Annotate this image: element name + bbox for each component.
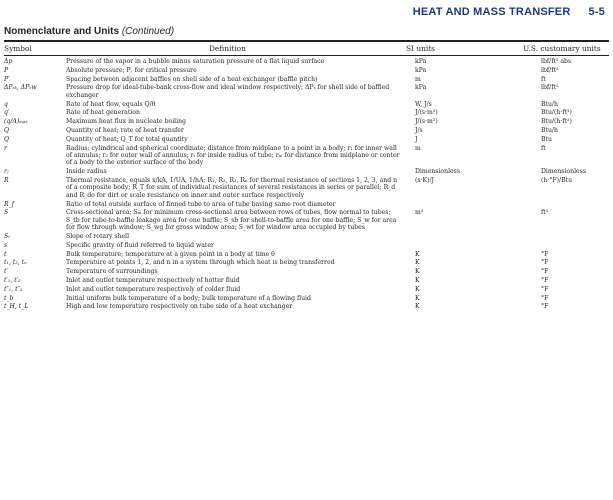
row-us-unit: °F <box>541 285 549 293</box>
row-symbol: q <box>4 100 8 108</box>
row-us-unit: °F <box>541 303 549 311</box>
row-si-unit <box>409 233 541 242</box>
page-number: 5-5 <box>588 6 605 18</box>
row-definition: Pressure drop for ideal-tube-bank cross-flow and ideal window respectively; ΔPₛ for shell side of baffled exchanger <box>66 84 390 99</box>
header-bottom-rule <box>4 55 609 56</box>
row-si-unit: K <box>415 294 420 302</box>
row-definition: Quantity of heat; Q_T for total quantity <box>66 135 188 143</box>
row-definition: Specific gravity of fluid referred to liquid water <box>66 241 214 249</box>
table-row <box>4 127 613 136</box>
row-definition: Rate of heat generation <box>66 109 140 117</box>
row-us-unit: Btu <box>541 135 552 143</box>
row-symbol: r <box>4 144 7 152</box>
row-symbol: ΔPₛₖ, ΔPₛw <box>4 84 37 92</box>
row-symbol: t′ <box>4 268 8 276</box>
table-top-rule <box>4 40 609 42</box>
row-definition: Slope of rotary shell <box>66 233 130 240</box>
row-symbol: t_b <box>4 294 14 302</box>
row-us-unit: ft <box>541 75 546 83</box>
row-symbol: t₁, t₂, tₙ <box>4 259 27 267</box>
row-definition: Inside radius <box>66 168 107 176</box>
row-si-unit: m² <box>415 209 424 217</box>
row-definition: Inlet and outlet temperature respectively of hotter fluid <box>66 276 240 284</box>
row-symbol: s <box>4 241 8 249</box>
table-row <box>4 268 613 277</box>
row-si-unit: Dimensionless <box>415 168 460 176</box>
row-symbol: R_f <box>4 200 14 208</box>
table-row <box>4 118 613 127</box>
row-us-unit <box>541 233 613 242</box>
row-definition: Radius; cylindrical and spherical coordinate; distance from midplane to a point in a body; r₁ for inner wall of annulus; r₂ for outer wall of annulus; rᵢ for inside radius of tube; rₘ for distance from midplane or center of a body to the exterior surface of the body <box>66 144 400 167</box>
row-si-unit: kPa <box>415 58 427 65</box>
table-row <box>4 286 613 295</box>
section-title-text: Nomenclature and Units <box>4 26 120 37</box>
row-definition: Bulk temperature; temperature at a given point in a body at time θ <box>66 250 275 258</box>
row-si-unit <box>409 242 541 251</box>
row-definition: High and low temperature respectively on tube side of a heat exchanger <box>66 303 293 311</box>
row-us-unit: °F <box>541 276 549 284</box>
row-definition: Cross-sectional area; Sₘ for minimum cross-sectional area between rows of tubes, flow normal to tubes; S_tb for tube-to-baffle leakage area for one baffle; S_sb for shell-to-baffle area for one baffle; S_w for area for flow through window; S_wg for gross window area; S_wt for window area occupied by tubes <box>66 209 397 232</box>
row-symbol: t_H, t_L <box>4 303 29 311</box>
table-row <box>4 201 613 210</box>
row-symbol: Q <box>4 126 10 134</box>
col-definition: Definition <box>209 44 246 53</box>
table-row <box>4 251 613 260</box>
row-si-unit: J/(s·m²) <box>415 118 438 126</box>
row-us-unit: (h·°F)/Btu <box>541 176 573 184</box>
nomenclature-body <box>4 58 613 312</box>
table-row <box>4 259 613 268</box>
section-title <box>4 26 174 37</box>
row-us-unit <box>541 242 613 251</box>
row-si-unit: K <box>415 259 420 267</box>
table-row <box>4 109 613 118</box>
row-us-unit: °F <box>541 268 549 276</box>
row-si-unit: kPa <box>415 66 427 74</box>
row-si-unit: m <box>415 75 421 83</box>
table-row <box>4 303 613 312</box>
row-symbol: t <box>4 250 7 258</box>
row-definition: Rate of heat flow, equals Q/θ <box>66 100 156 108</box>
row-si-unit: J/(s·m³) <box>415 109 438 117</box>
row-symbol: Q <box>4 135 10 143</box>
row-symbol: q′ <box>4 109 10 117</box>
row-si-unit: J/s <box>415 126 423 134</box>
row-definition: Absolute pressure; P꜀ for critical pressure <box>66 66 197 74</box>
row-symbol: Δp <box>4 58 13 65</box>
table-row <box>4 101 613 110</box>
row-us-unit: lbf/ft² abs <box>541 58 572 65</box>
table-row <box>4 136 613 145</box>
table-row <box>4 84 613 100</box>
row-us-unit: °F <box>541 294 549 302</box>
row-us-unit: ft² <box>541 209 549 217</box>
row-definition: Quantity of heat; rate of heat transfer <box>66 126 184 134</box>
row-us-unit: ft <box>541 144 546 152</box>
row-si-unit: K <box>415 285 420 293</box>
row-si-unit: kPa <box>415 84 427 92</box>
table-row <box>4 76 613 85</box>
row-symbol: S <box>4 209 9 217</box>
col-si-units: SI units <box>406 44 435 53</box>
row-symbol: t′₁, t′₂ <box>4 276 21 284</box>
section-continued: (Continued) <box>121 26 175 37</box>
row-si-unit: K <box>415 303 420 311</box>
col-us-units: U.S. customary units <box>523 44 601 53</box>
row-si-unit: (s·K)/J <box>415 176 435 184</box>
table-row <box>4 295 613 304</box>
row-us-unit: °F <box>541 250 549 258</box>
row-si-unit: J <box>415 135 418 143</box>
row-si-unit: W, J/s <box>415 100 432 108</box>
table-row <box>4 145 613 169</box>
row-symbol: R <box>4 176 9 184</box>
row-si-unit: K <box>415 250 420 258</box>
table-row <box>4 177 613 201</box>
table-row <box>4 58 613 67</box>
table-row <box>4 233 613 242</box>
row-definition: Spacing between adjacent baffles on shell side of a heat exchanger (baffle pitch) <box>66 75 318 83</box>
row-definition: Inlet and outlet temperature respectively of colder fluid <box>66 285 241 293</box>
row-definition: Maximum heat flux in nucleate boiling <box>66 118 187 126</box>
row-symbol: t″₁, t″₂ <box>4 285 23 293</box>
row-definition: Temperature of surroundings <box>66 268 158 276</box>
row-us-unit: °F <box>541 259 549 267</box>
row-definition: Temperature at points 1, 2, and n in a system through which heat is being transferred <box>66 259 335 267</box>
table-row <box>4 209 613 233</box>
table-row <box>4 168 613 177</box>
row-symbol: (q/A)ₘₐₓ <box>4 118 28 126</box>
row-us-unit <box>541 201 613 210</box>
table-row <box>4 242 613 251</box>
row-si-unit: K <box>415 276 420 284</box>
running-title: HEAT AND MASS TRANSFER <box>412 6 571 18</box>
row-si-unit: K <box>415 268 420 276</box>
row-si-unit <box>409 201 541 210</box>
row-us-unit: Btu/(h·ft²) <box>541 118 572 126</box>
row-symbol: P <box>4 66 9 74</box>
table-row <box>4 277 613 286</box>
nomenclature-table <box>4 58 613 312</box>
row-us-unit: lbf/ft² <box>541 84 559 92</box>
row-definition: Thermal resistance, equals x/kA, 1/UA, 1/hA; R₁, R₂, R₃, Rₙ for thermal resistance of sections 1, 2, 3, and n of a composite body; R_T for sum of individual resistances of several resistances in series or parallel; R_d and R_do for dirt or scale resistance on inner and outer surface respectively <box>66 176 398 199</box>
row-us-unit: Dimensionless <box>541 168 586 176</box>
row-us-unit: Btu/h <box>541 100 558 108</box>
row-us-unit: Btu/(h·ft³) <box>541 109 572 117</box>
row-symbol: rⱼ <box>4 168 9 176</box>
col-symbol: Symbol <box>4 44 32 53</box>
row-definition: Pressure of the vapor in a bubble minus saturation pressure of a flat liquid surface <box>66 58 325 65</box>
table-row <box>4 67 613 76</box>
row-symbol: Sᵣ <box>4 233 11 240</box>
row-si-unit: m <box>415 144 421 152</box>
row-us-unit: Btu/h <box>541 126 558 134</box>
row-definition: Ratio of total outside surface of finned tube to area of tube having same root diameter <box>66 200 336 208</box>
row-definition: Initial uniform bulk temperature of a body; bulk temperature of a flowing fluid <box>66 294 311 302</box>
row-us-unit: lbf/ft² <box>541 66 559 74</box>
row-symbol: P′ <box>4 75 10 83</box>
running-head <box>413 6 605 18</box>
